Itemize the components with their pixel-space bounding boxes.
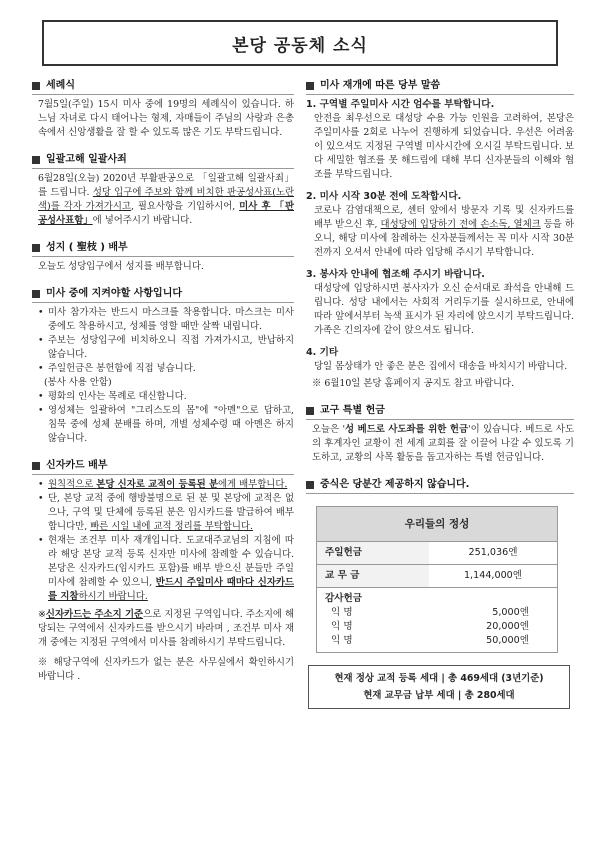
list-item: • 영성체는 일괄하여 "그리스도의 몸"에 "아멘"으로 답하고, 침묵 중에 성체 분배를 하며, 개별 성체수령 때 아멘은 하지 않습니다. [38, 404, 294, 446]
list-item: • 미사 참가자는 반드시 마스크를 착용합니다. 마스크는 미사 중에도 착용하시고, 성체를 영할 때만 살짝 내립니다. [38, 306, 294, 334]
square-bullet-icon [32, 462, 40, 470]
list-item: • 원칙적으로 본당 신자로 교적이 등록된 분에게 배부합니다. [38, 478, 294, 492]
numbered-heading: 2. 미사 시작 30분 전에 도착합시다. [306, 191, 462, 202]
palm-text: 오늘도 성당입구에서 성지를 배부합니다. [38, 261, 204, 272]
numbered-heading: 3. 봉사자 안내에 협조해 주시기 바랍니다. [306, 269, 485, 280]
list-sub-note: (봉사 사용 안함) [44, 377, 112, 388]
square-bullet-icon [32, 156, 40, 164]
section-palm [32, 240, 294, 274]
numbered-body: 코로나 감염대책으로, 셴터 앞에서 방문자 기록 및 신자카드를 배부 받으신 후, 대성당에 입당하기 전에 손소독, 열체크 등을 하오니, 해당 미사에 참례하는 신자분들께서는 꼭 미사 시작 30분 전까지 오셔서 안내에 따라 입당해 주시기 부탁합니다. [314, 205, 574, 258]
thanks-offering: 감사헌금 익 명 익 명 익 명 5,000엔 20,000엔 50,000엔 [325, 593, 529, 646]
square-bullet-icon [306, 481, 314, 489]
section-heading: 성지 ( 聖枝 ) 배부 [46, 242, 128, 253]
offering-table [316, 506, 558, 653]
numbered-body: 안전을 최우선으로 대성당 수용 가능 인원을 고려하여, 본당은 주일미사를 2회로 나누어 진행하게 되었습니다. 우선은 어려움이 있으셔도 지정된 구역별 미사시간에 오시길 부탁드립니다. 보다 세밀한 협조를 못 해드림에 대해 부디 신자분들의 이해와 협조를 부탁드립니다. [314, 113, 574, 180]
square-bullet-icon [32, 82, 40, 90]
list-item: • 평화의 인사는 목례로 대신합니다. [38, 390, 294, 404]
section-heading: 신자카드 배부 [46, 460, 108, 471]
table-row: 교 무 금 1,144,000엔 [317, 565, 557, 588]
section-heading: 교구 특별 헌금 [320, 405, 385, 416]
square-bullet-icon [306, 407, 314, 415]
section-heading: 미사 중에 지켜야할 사항입니다 [46, 288, 183, 299]
section-lunch [306, 477, 574, 494]
offering-title: 우리들의 정성 [317, 507, 557, 542]
new-card-note-2: ※ 해당구역에 신자카드가 없는 분은 사무실에서 확인하시기 바랍니다 . [38, 657, 294, 682]
numbered-body: 대성당에 입당하시면 봉사자가 오신 순서대로 좌석을 안내해 드립니다. 성당 내에서는 사회적 거리두기를 실시하므로, 안내에 따라 앞에서부터 녹색 표시가 된 자리에 앉으시기 부탁드립니다. 가족은 긴의자에 같이 앉으셔도 됩니다. [314, 283, 574, 336]
page-title-box [42, 20, 558, 66]
square-bullet-icon [306, 82, 314, 90]
special-offering-text: 오늘은 '성 베드로 사도좌를 위한 헌금'이 있습니다. 베드로 사도의 후계자인 교황이 전 세계 교회를 잘 이끌어 나갈 수 있도록 기도하고, 교황의 사목 활동을 돕고자하는 특별 헌금입니다. [312, 424, 575, 463]
section-baptism [32, 78, 294, 140]
section-heading: 일괄고해 일괄사죄 [46, 154, 127, 165]
section-mass-resume [306, 78, 574, 391]
square-bullet-icon [32, 290, 40, 298]
table-row: 주일헌금 251,036엔 [317, 542, 557, 565]
section-mass-rules [32, 286, 294, 446]
section-confession [32, 152, 294, 228]
new-card-note-1: ※신자카드는 주소지 기준으로 지정된 구역입니다. 주소지에 해당되는 구역에서 신자카드를 받으시기 바라며 , 조건부 미사 재개 중에는 지정된 구역에서 미사를 참례하시기 부탁드립니다. [38, 609, 295, 648]
section-heading: 미사 재개에 따른 당부 말씀 [320, 80, 441, 91]
list-item: • 주일헌금은 봉헌함에 직접 넣습니다. [38, 362, 294, 376]
right-column [306, 78, 574, 709]
list-item: • 현재는 조건부 미사 재개입니다. 도교대주교님의 지침에 따라 해당 본당 교적 등록 신자만 미사에 참례할 수 있습니다. 본당은 신자카드(임시카드 포함)를 배부 받으신 분들만 주일미사에 참례할 수 있으니, 반드시 주일미사 때마다 신자카드를 지참하시기 바랍니다. [38, 534, 294, 604]
numbered-heading: 1. 구역별 주일미사 시간 엄수를 부탁합니다. [306, 99, 495, 110]
baptism-text: 7월5일(주일) 15시 미사 중에 19명의 세례식이 있습니다. 하느님 자녀로 다시 태어나는 형제, 자매들이 주님의 사랑과 은총 속에서 신앙생활을 잘 할 수 있도록 많은 기도 부탁드립니다. [38, 99, 294, 138]
household-stats: 현재 정상 교적 등록 세대 | 총 469세대 (3년기준) 현재 교무금 납부 세대 | 총 280세대 [308, 665, 570, 709]
square-bullet-icon [32, 244, 40, 252]
list-item: • 주보는 성당입구에 비치하오니 직접 가져가시고, 반납하지 않습니다. [38, 334, 294, 362]
confession-text: 6월28일(오늘) 2020년 부활판공으로 「일괄고해 일괄사죄」를 드립니다. 성당 입구에 주보와 함께 비치한 판공성사표(노란색)를 각자 가져가시고, 필요사항을 기입하시어, 미사 후 「판공성사표함」에 넣어주시기 바랍니다. [38, 173, 295, 226]
resume-footnote: ※ 6월10일 본당 홈페이지 공지도 참고 바랍니다. [312, 378, 515, 389]
numbered-body: 당일 몸상태가 안 좋은 분은 집에서 대송을 바치시기 바랍니다. [314, 361, 568, 372]
section-heading: 세례식 [46, 80, 75, 91]
list-item: • 단, 본당 교적 중에 행방불명으로 된 분 및 본당에 교적은 없으나, 구역 및 단체에 등록된 분은 임시카드를 발급하여 배부합니다만, 빠른 시일 내에 교적 정리를 부탁합니다. [38, 492, 294, 534]
mass-rules-list [32, 306, 294, 446]
new-card-list [32, 478, 294, 604]
page-title: 본당 공동체 소식 [232, 35, 368, 56]
section-heading: 중식은 당분간 제공하지 않습니다. [320, 479, 470, 490]
section-new-card [32, 458, 294, 684]
section-special-offering [306, 403, 574, 465]
numbered-heading: 4. 기타 [306, 347, 339, 358]
left-column [32, 78, 294, 696]
